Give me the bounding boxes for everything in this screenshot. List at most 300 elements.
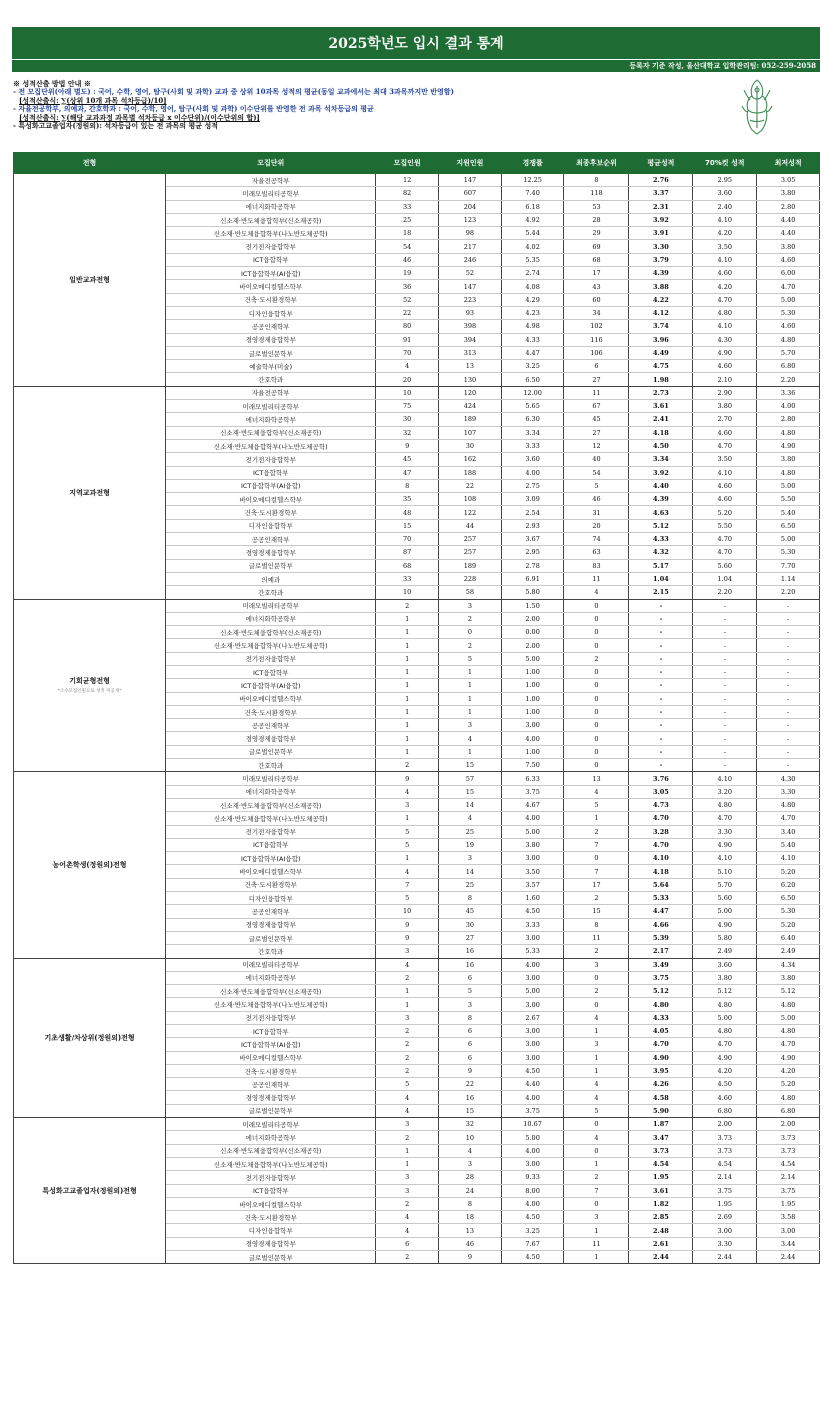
cut70-cell: 4.30 [693,333,757,346]
cut70-cell: - [693,652,757,665]
applicants-cell: 2 [439,612,502,625]
applicants-cell: 5 [439,652,502,665]
average-cell: 3.49 [629,958,693,971]
final-rank-cell: 4 [564,586,629,599]
applicants-cell: 13 [439,360,502,373]
applicants-cell: 13 [439,1224,502,1237]
notes-heading: ※ 성적산출 방법 안내 ※ [13,79,91,88]
cut70-cell: 4.80 [693,1025,757,1038]
final-rank-cell: 1 [564,1025,629,1038]
cut70-cell: 4.70 [693,546,757,559]
unit-cell: 글로벌인문학부 [166,1251,376,1264]
ratio-cell: 5.00 [501,825,564,838]
notes-line-vocational: - 특성화고교졸업자(정원외): 석차등급이 있는 전 과목의 평균 성적 [13,121,218,131]
cut70-cell: 2.40 [693,200,757,213]
applicants-cell: 46 [439,1237,502,1250]
university-emblem-icon [738,76,776,138]
ratio-cell: 1.00 [501,665,564,678]
unit-cell: 바이오메디컬헬스학부 [166,692,376,705]
unit-cell: 자율전공학부 [166,386,376,399]
quota-cell: 1 [376,745,439,758]
ratio-cell: 1.00 [501,679,564,692]
average-cell: 1.98 [629,373,693,386]
quota-cell: 1 [376,985,439,998]
final-rank-cell: 4 [564,1011,629,1024]
unit-cell: 전기전자융합학부 [166,240,376,253]
unit-cell: 전기전자융합학부 [166,453,376,466]
quota-cell: 9 [376,931,439,944]
cut70-cell: - [693,705,757,718]
final-rank-cell: 34 [564,306,629,319]
unit-cell: 신소재·반도체융합학부(나노반도체공학) [166,639,376,652]
unit-cell: ICT융합학부(AI융합) [166,1038,376,1051]
final-rank-cell: 1 [564,1157,629,1170]
average-cell: 4.33 [629,1011,693,1024]
average-cell: 4.70 [629,838,693,851]
quota-cell: 1 [376,1157,439,1170]
average-cell: 3.92 [629,213,693,226]
ratio-cell: 4.00 [501,1197,564,1210]
table-body [14,174,820,1264]
unit-cell: ICT융합학부 [166,838,376,851]
unit-cell: 건축·도시환경학부 [166,705,376,718]
ratio-cell: 4.67 [501,798,564,811]
lowest-cell: 3.80 [757,240,820,253]
final-rank-cell: 2 [564,652,629,665]
final-rank-cell: 69 [564,240,629,253]
cut70-cell: 6.80 [693,1104,757,1117]
applicants-cell: 3 [439,719,502,732]
lowest-cell: 7.70 [757,559,820,572]
applicants-cell: 4 [439,812,502,825]
lowest-cell: 4.80 [757,333,820,346]
quota-cell: 48 [376,506,439,519]
final-rank-cell: 68 [564,253,629,266]
unit-cell: 공공인재학부 [166,533,376,546]
final-rank-cell: 2 [564,825,629,838]
ratio-cell: 5.35 [501,253,564,266]
average-cell: - [629,626,693,639]
quota-cell: 3 [376,798,439,811]
lowest-cell: 5.50 [757,493,820,506]
lowest-cell: 2.80 [757,413,820,426]
ratio-cell: 3.75 [501,785,564,798]
final-rank-cell: 0 [564,665,629,678]
unit-cell: 에너지화학공학부 [166,413,376,426]
cut70-cell: 5.50 [693,519,757,532]
average-cell: 3.28 [629,825,693,838]
applicants-cell: 228 [439,572,502,585]
ratio-cell: 4.40 [501,1078,564,1091]
quota-cell: 33 [376,200,439,213]
cut70-cell: 4.50 [693,1078,757,1091]
average-cell: 4.12 [629,306,693,319]
unit-cell: 공공인재학부 [166,719,376,732]
cut70-cell: 4.80 [693,998,757,1011]
ratio-cell: 5.44 [501,227,564,240]
quota-cell: 70 [376,533,439,546]
quota-cell: 5 [376,838,439,851]
cut70-cell: - [693,612,757,625]
lowest-cell: 4.80 [757,466,820,479]
final-rank-cell: 3 [564,958,629,971]
lowest-cell: 3.58 [757,1211,820,1224]
ratio-cell: 4.50 [501,1064,564,1077]
quota-cell: 10 [376,905,439,918]
applicants-cell: 16 [439,945,502,958]
lowest-cell: 3.05 [757,174,820,187]
final-rank-cell: 4 [564,1078,629,1091]
average-cell: - [629,665,693,678]
lowest-cell: 2.14 [757,1171,820,1184]
applicants-cell: 1 [439,665,502,678]
header-70-cut: 70%컷 성적 [693,153,757,174]
average-cell: 4.49 [629,346,693,359]
final-rank-cell: 15 [564,905,629,918]
average-cell: 3.91 [629,227,693,240]
ratio-cell: 4.33 [501,333,564,346]
quota-cell: 2 [376,1064,439,1077]
unit-cell: 미래모빌리티공학부 [166,400,376,413]
unit-cell: 미래모빌리티공학부 [166,187,376,200]
ratio-cell: 6.30 [501,413,564,426]
final-rank-cell: 27 [564,426,629,439]
average-cell: 4.66 [629,918,693,931]
applicants-cell: 394 [439,333,502,346]
unit-cell: 경영경제융합학부 [166,333,376,346]
applicants-cell: 15 [439,785,502,798]
quota-cell: 2 [376,759,439,772]
ratio-cell: 4.00 [501,466,564,479]
ratio-cell: 7.67 [501,1237,564,1250]
final-rank-cell: 0 [564,971,629,984]
unit-cell: ICT융합학부(AI융합) [166,267,376,280]
final-rank-cell: 12 [564,439,629,452]
unit-cell: 미래모빌리티공학부 [166,772,376,785]
average-cell: - [629,652,693,665]
final-rank-cell: 17 [564,878,629,891]
unit-cell: 글로벌인문학부 [166,931,376,944]
ratio-cell: 6.91 [501,572,564,585]
average-cell: 2.44 [629,1251,693,1264]
quota-cell: 9 [376,439,439,452]
unit-cell: 경영경제융합학부 [166,546,376,559]
quota-cell: 2 [376,1038,439,1051]
final-rank-cell: 1 [564,1251,629,1264]
final-rank-cell: 2 [564,892,629,905]
track-name: 기초생활/차상위(정원외)전형 [44,1033,135,1042]
final-rank-cell: 43 [564,280,629,293]
table-row [14,599,820,612]
average-cell: 4.90 [629,1051,693,1064]
ratio-cell: 5.00 [501,985,564,998]
quota-cell: 2 [376,1025,439,1038]
quota-cell: 3 [376,1171,439,1184]
final-rank-cell: 2 [564,945,629,958]
lowest-cell: 2.49 [757,945,820,958]
ratio-cell: 5.33 [501,945,564,958]
ratio-cell: 4.00 [501,1144,564,1157]
quota-cell: 2 [376,1051,439,1064]
final-rank-cell: 0 [564,998,629,1011]
cut70-cell: 5.00 [693,1011,757,1024]
lowest-cell: 3.44 [757,1237,820,1250]
cut70-cell: - [693,626,757,639]
lowest-cell: 3.40 [757,825,820,838]
final-rank-cell: 5 [564,798,629,811]
average-cell: 2.73 [629,386,693,399]
ratio-cell: 3.80 [501,838,564,851]
cut70-cell: 4.70 [693,439,757,452]
lowest-cell: - [757,759,820,772]
final-rank-cell: 83 [564,559,629,572]
cut70-cell: 1.04 [693,572,757,585]
average-cell: 3.61 [629,400,693,413]
ratio-cell: 4.50 [501,1211,564,1224]
unit-cell: 경영경제융합학부 [166,918,376,931]
quota-cell: 46 [376,253,439,266]
unit-cell: 미래모빌리티공학부 [166,1118,376,1131]
table-row [14,386,820,399]
quota-cell: 91 [376,333,439,346]
ratio-cell: 2.54 [501,506,564,519]
average-cell: 5.39 [629,931,693,944]
applicants-cell: 257 [439,533,502,546]
applicants-cell: 14 [439,865,502,878]
lowest-cell: 4.70 [757,812,820,825]
applicants-cell: 22 [439,1078,502,1091]
applicants-cell: 130 [439,373,502,386]
unit-cell: 경영경제융합학부 [166,1237,376,1250]
final-rank-cell: 63 [564,546,629,559]
unit-cell: 바이오메디컬헬스학부 [166,865,376,878]
table-row [14,1118,820,1131]
final-rank-cell: 0 [564,692,629,705]
unit-cell: 건축·도시환경학부 [166,506,376,519]
quota-cell: 18 [376,227,439,240]
ratio-cell: 4.29 [501,293,564,306]
quota-cell: 70 [376,346,439,359]
ratio-cell: 2.67 [501,1011,564,1024]
lowest-cell: 3.80 [757,971,820,984]
ratio-cell: 1.00 [501,692,564,705]
header-quota: 모집인원 [376,153,439,174]
unit-cell: 글로벌인문학부 [166,559,376,572]
cut70-cell: - [693,665,757,678]
quota-cell: 3 [376,1184,439,1197]
unit-cell: 신소재·반도체융합학부(신소재공학) [166,426,376,439]
final-rank-cell: 4 [564,1091,629,1104]
final-rank-cell: 5 [564,1104,629,1117]
unit-cell: 디자인융합학부 [166,1224,376,1237]
applicants-cell: 14 [439,798,502,811]
quota-cell: 45 [376,453,439,466]
average-cell: 4.39 [629,493,693,506]
quota-cell: 4 [376,1224,439,1237]
final-rank-cell: 11 [564,1237,629,1250]
track-name: 기회균형전형 [69,677,110,686]
unit-cell: 디자인융합학부 [166,306,376,319]
final-rank-cell: 0 [564,1144,629,1157]
unit-cell: 자율전공학부 [166,174,376,187]
average-cell: 5.12 [629,519,693,532]
average-cell: 3.95 [629,1064,693,1077]
average-cell: 1.95 [629,1171,693,1184]
ratio-cell: 3.00 [501,931,564,944]
final-rank-cell: 0 [564,626,629,639]
applicants-cell: 28 [439,1171,502,1184]
average-cell: 1.04 [629,572,693,585]
unit-cell: 신소재·반도체융합학부(신소재공학) [166,798,376,811]
ratio-cell: 2.95 [501,546,564,559]
ratio-cell: 2.75 [501,479,564,492]
unit-cell: 경영경제융합학부 [166,732,376,745]
unit-cell: 에너지화학공학부 [166,971,376,984]
average-cell: - [629,679,693,692]
ratio-cell: 3.75 [501,1104,564,1117]
average-cell: 2.17 [629,945,693,958]
applicants-cell: 4 [439,732,502,745]
unit-cell: 신소재·반도체융합학부(신소재공학) [166,626,376,639]
unit-cell: 바이오메디컬헬스학부 [166,280,376,293]
cut70-cell: 3.30 [693,825,757,838]
final-rank-cell: 28 [564,213,629,226]
quota-cell: 3 [376,1011,439,1024]
lowest-cell: 2.80 [757,200,820,213]
quota-cell: 3 [376,945,439,958]
cut70-cell: 4.80 [693,306,757,319]
unit-cell: 에너지화학공학부 [166,1131,376,1144]
cut70-cell: 4.10 [693,320,757,333]
quota-cell: 10 [376,386,439,399]
ratio-cell: 3.57 [501,878,564,891]
page-subtitle: 등록자 기준 작성, 울산대학교 입학관리팀: 052-259-2058 [12,60,820,72]
header-track: 전형 [14,153,166,174]
average-cell: - [629,759,693,772]
applicants-cell: 3 [439,1157,502,1170]
applicants-cell: 1 [439,705,502,718]
cut70-cell: 3.73 [693,1131,757,1144]
ratio-cell: 3.00 [501,1051,564,1064]
cut70-cell: 4.70 [693,1038,757,1051]
final-rank-cell: 102 [564,320,629,333]
lowest-cell: 4.90 [757,439,820,452]
final-rank-cell: 67 [564,400,629,413]
unit-cell: 공공인재학부 [166,1078,376,1091]
cut70-cell: 4.20 [693,227,757,240]
quota-cell: 4 [376,1091,439,1104]
final-rank-cell: 0 [564,639,629,652]
cut70-cell: 2.90 [693,386,757,399]
lowest-cell: - [757,639,820,652]
applicants-cell: 188 [439,466,502,479]
ratio-cell: 1.50 [501,599,564,612]
applicants-cell: 15 [439,1104,502,1117]
applicants-cell: 45 [439,905,502,918]
cut70-cell: 3.60 [693,958,757,971]
lowest-cell: 4.90 [757,1051,820,1064]
quota-cell: 87 [376,546,439,559]
average-cell: 4.40 [629,479,693,492]
applicants-cell: 107 [439,426,502,439]
applicants-cell: 424 [439,400,502,413]
average-cell: 5.90 [629,1104,693,1117]
lowest-cell: 5.00 [757,293,820,306]
lowest-cell: 4.70 [757,280,820,293]
ratio-cell: 3.25 [501,1224,564,1237]
ratio-cell: 3.00 [501,852,564,865]
quota-cell: 4 [376,1211,439,1224]
quota-cell: 3 [376,1118,439,1131]
cut70-cell: 2.00 [693,1118,757,1131]
lowest-cell: 5.00 [757,479,820,492]
applicants-cell: 257 [439,546,502,559]
average-cell: 4.18 [629,426,693,439]
final-rank-cell: 7 [564,1184,629,1197]
ratio-cell: 3.00 [501,1025,564,1038]
quota-cell: 32 [376,426,439,439]
average-cell: 4.50 [629,439,693,452]
ratio-cell: 4.92 [501,213,564,226]
final-rank-cell: 20 [564,519,629,532]
final-rank-cell: 3 [564,1038,629,1051]
lowest-cell: 5.40 [757,506,820,519]
cut70-cell: 4.60 [693,479,757,492]
ratio-cell: 8.00 [501,1184,564,1197]
average-cell: 5.12 [629,985,693,998]
final-rank-cell: 6 [564,360,629,373]
quota-cell: 1 [376,679,439,692]
admission-results-table [13,152,820,1264]
quota-cell: 2 [376,1251,439,1264]
applicants-cell: 313 [439,346,502,359]
final-rank-cell: 0 [564,679,629,692]
average-cell: 4.70 [629,1038,693,1051]
cut70-cell: - [693,679,757,692]
unit-cell: ICT융합학부(AI융합) [166,479,376,492]
ratio-cell: 7.50 [501,759,564,772]
lowest-cell: 5.30 [757,905,820,918]
lowest-cell: 4.80 [757,1025,820,1038]
final-rank-cell: 11 [564,572,629,585]
lowest-cell: 5.12 [757,985,820,998]
lowest-cell: 4.80 [757,998,820,1011]
lowest-cell: 4.60 [757,320,820,333]
average-cell: - [629,692,693,705]
applicants-cell: 9 [439,1064,502,1077]
unit-cell: 바이오메디컬헬스학부 [166,1051,376,1064]
ratio-cell: 5.00 [501,1131,564,1144]
lowest-cell: 5.70 [757,346,820,359]
quota-cell: 20 [376,373,439,386]
lowest-cell: - [757,626,820,639]
table-row [14,772,820,785]
ratio-cell: 4.08 [501,280,564,293]
ratio-cell: 6.33 [501,772,564,785]
quota-cell: 2 [376,971,439,984]
lowest-cell: 4.80 [757,426,820,439]
lowest-cell: 3.36 [757,386,820,399]
unit-cell: 간호학과 [166,586,376,599]
final-rank-cell: 2 [564,1171,629,1184]
applicants-cell: 1 [439,745,502,758]
cut70-cell: 3.80 [693,400,757,413]
cut70-cell: 2.95 [693,174,757,187]
cut70-cell: 3.00 [693,1224,757,1237]
unit-cell: 바이오메디컬헬스학부 [166,493,376,506]
average-cell: 4.73 [629,798,693,811]
unit-cell: ICT융합학부 [166,466,376,479]
